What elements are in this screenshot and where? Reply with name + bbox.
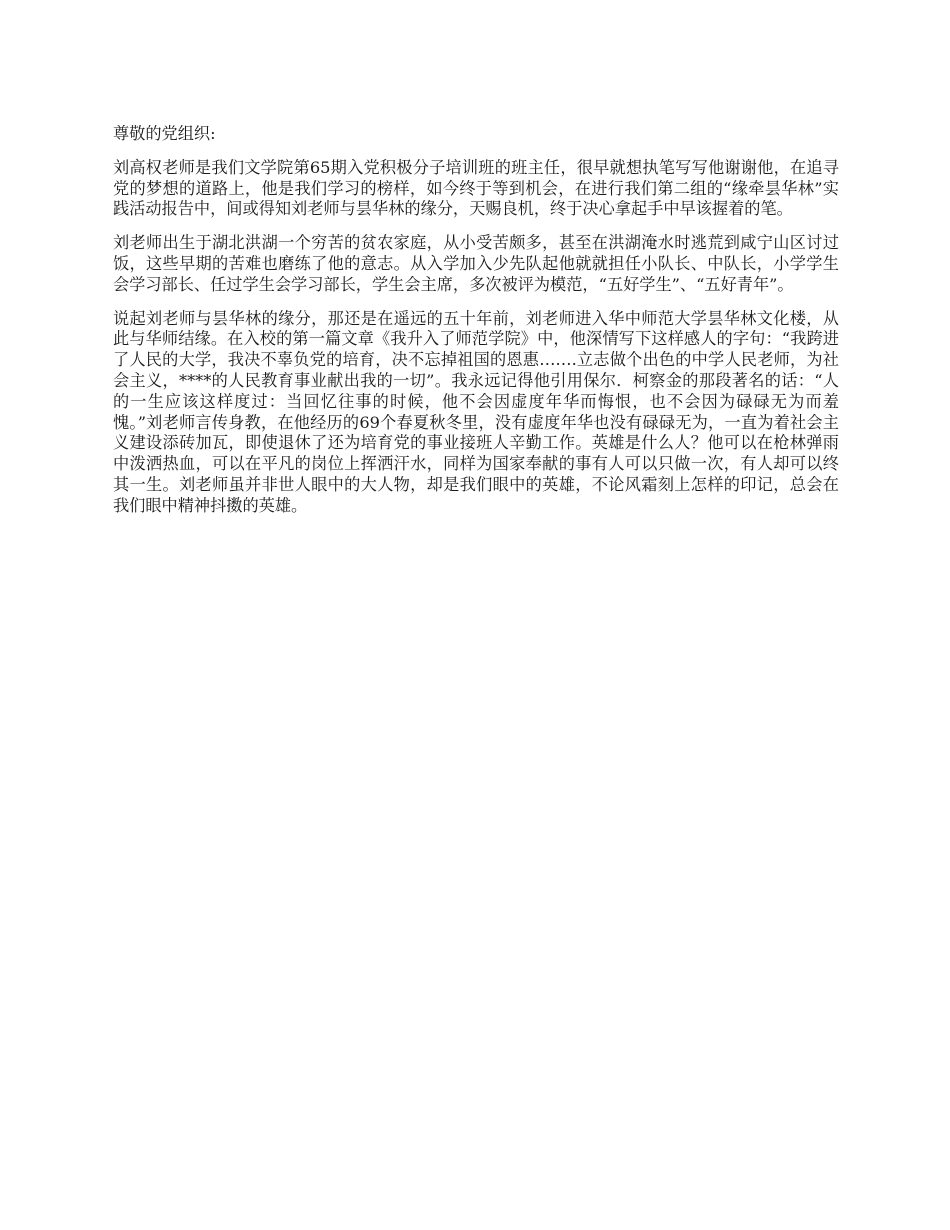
document-body: [113, 124, 839, 530]
paragraph-2: 刘老师出生于湖北洪湖一个穷苦的贫农家庭，从小受苦颇多，甚至在洪湖淹水时逃荒到咸宁山区讨过饭，这些早期的苦难也磨练了他的意志。从入学加入少先队起他就就担任小队长、中队长，小学学生会学习部长、任过学生会学习部长，学生会主席，多次被评为模范，“五好学生”、“五好青年”。: [113, 233, 839, 294]
paragraph-1: 刘高权老师是我们文学院第65期入党积极分子培训班的班主任，很早就想执笔写写他谢谢他，在追寻党的梦想的道路上，他是我们学习的榜样，如今终于等到机会，在进行我们第二组的“缘牵昙华林”实践活动报告中，间或得知刘老师与昙华林的缘分，天赐良机，终于决心拿起手中早该握着的笔。: [113, 157, 839, 219]
salutation: 尊敬的党组织:: [113, 124, 216, 143]
paragraph-3: 说起刘老师与昙华林的缘分，那还是在遥远的五十年前，刘老师进入华中师范大学昙华林文化楼，从此与华师结缘。在入校的第一篇文章《我升入了师范学院》中，他深情写下这样感人的字句：“我跨进了人民的大学，我决不辜负党的培育，决不忘掉祖国的恩惠…….立志做个出色的中学人民老师，为社会主义，****的人民教育事业献出我的一切”。我永远记得他引用保尔．柯察金的那段著名的话：“人的一生应该这样度过：当回忆往事的时候，他不会因虚度年华而悔恨，也不会因为碌碌无为而羞愧。”刘老师言传身教，在他经历的69个春夏秋冬里，没有虚度年华也没有碌碌无为，一直为着社会主义建设添砖加瓦，即使退休了还为培育党的事业接班人辛勤工作。英雄是什么人？他可以在枪林弹雨中泼洒热血，可以在平凡的岗位上挥洒汗水，同样为国家奉献的事有人可以只做一次，有人却可以终其一生。刘老师虽并非世人眼中的大人物，却是我们眼中的英雄，不论风霜刻上怎样的印记，总会在我们眼中精神抖擞的英雄。: [113, 308, 839, 515]
